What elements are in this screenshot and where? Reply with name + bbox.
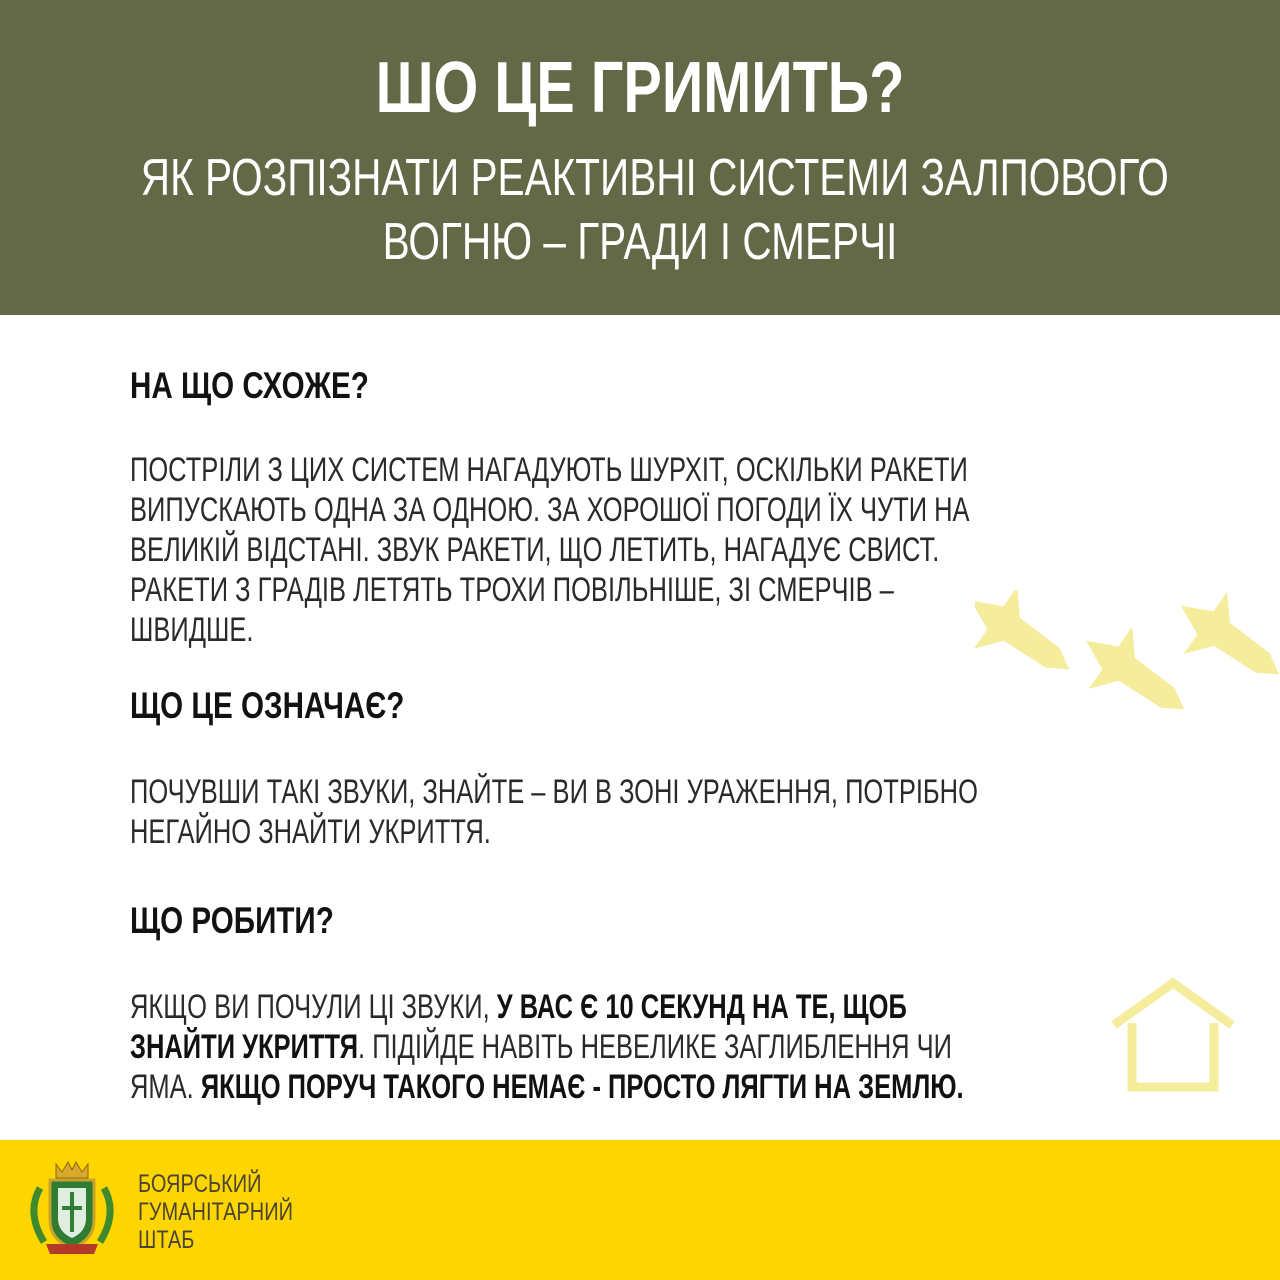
section-paragraph-3	[130, 987, 1128, 1107]
text-run: . ПІДІЙДЕ НАВІТЬ НЕВЕЛИКЕ ЗАГЛИБЛЕННЯ ЧИ	[358, 1028, 953, 1066]
paragraph-line: НЕГАЙНО ЗНАЙТИ УКРИТТЯ.	[130, 813, 491, 851]
paragraph-line	[130, 1067, 1128, 1107]
emphasis-text: ЗНАЙТИ УКРИТТЯ	[130, 1028, 359, 1066]
paragraph-line: ПОЧУВШИ ТАКІ ЗВУКИ, ЗНАЙТЕ – ВИ В ЗОНІ УРАЖЕННЯ, ПОТРІБНО	[130, 773, 978, 811]
house-icon	[1108, 975, 1238, 1093]
header-banner	[0, 0, 1280, 315]
section-paragraph-1	[130, 450, 1128, 650]
emphasis-text: У ВАС Є 10 СЕКУНД НА ТЕ, ЩОБ	[496, 988, 907, 1026]
emphasis-text: ЯКЩО ПОРУЧ ТАКОГО НЕМАЄ - ПРОСТО ЛЯГТИ НА ЗЕМЛЮ.	[200, 1068, 964, 1106]
section-heading-what-it-sounds-like: НА ЩО СХОЖЕ?	[130, 365, 369, 406]
page-subtitle	[140, 146, 1169, 274]
footer-bar	[0, 1140, 1280, 1280]
boyarka-coat-of-arms-icon	[22, 1158, 122, 1258]
paragraph-line	[130, 1027, 1128, 1067]
page-title: ШО ЦЕ ГРИМИТЬ?	[375, 48, 905, 128]
section-heading-what-to-do: ЩО РОБИТИ?	[130, 900, 334, 941]
paragraph-line: ВЕЛИКІЙ ВІДСТАНІ. ЗВУК РАКЕТИ, ЩО ЛЕТИТЬ, НАГАДУЄ СВИСТ.	[130, 531, 940, 569]
org-line: ГУМАНІТАРНИЙ	[138, 1198, 293, 1226]
organization-name	[138, 1170, 293, 1254]
paragraph-line	[130, 987, 1128, 1027]
section-heading-what-it-means: ЩО ЦЕ ОЗНАЧАЄ?	[130, 685, 405, 726]
paragraph-line: ШВИДШЕ.	[130, 611, 254, 649]
paragraph-line: ПОСТРІЛИ З ЦИХ СИСТЕМ НАГАДУЮТЬ ШУРХІТ, ОСКІЛЬКИ РАКЕТИ	[130, 451, 968, 489]
org-line: ШТАБ	[138, 1226, 195, 1254]
text-run: ЯКЩО ВИ ПОЧУЛИ ЦІ ЗВУКИ,	[130, 988, 497, 1026]
org-line: БОЯРСЬКИЙ	[138, 1170, 262, 1198]
subtitle-line-1: ЯК РОЗПІЗНАТИ РЕАКТИВНІ СИСТЕМИ ЗАЛПОВОГО	[140, 149, 1169, 207]
paragraph-line: РАКЕТИ З ГРАДІВ ЛЕТЯТЬ ТРОХИ ПОВІЛЬНІШЕ, ЗІ СМЕРЧІВ –	[130, 571, 894, 609]
subtitle-line-2: ВОГНЮ – ГРАДИ І СМЕРЧІ	[382, 213, 898, 271]
section-paragraph-2	[130, 772, 1128, 852]
paragraph-line: ВИПУСКАЮТЬ ОДНА ЗА ОДНОЮ. ЗА ХОРОШОЇ ПОГОДИ ЇХ ЧУТИ НА	[130, 491, 970, 529]
text-run: ЯМА.	[130, 1068, 201, 1106]
